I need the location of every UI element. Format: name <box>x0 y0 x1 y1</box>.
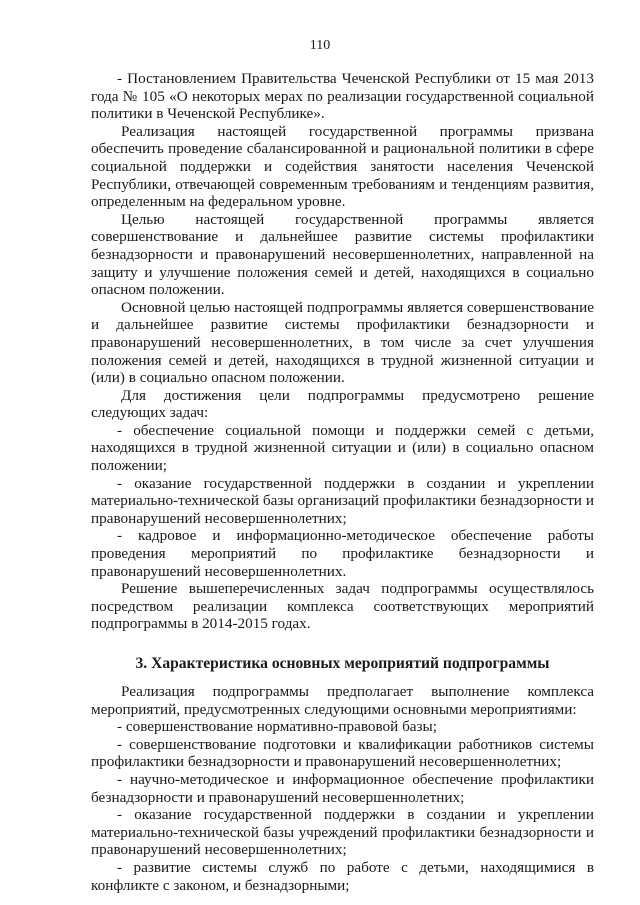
list-item: - совершенствование нормативно-правовой базы; <box>117 718 437 736</box>
paragraph: - Постановлением Правительства Чеченской Республики от 15 мая 2013 года № 105 «О некоторых мерах по реализации государственной социальной политики в Чеченской Республике». <box>91 70 594 123</box>
list-item: - совершенствование подготовки и квалификации работников системы профилактики безнадзорности и правонарушений несовершеннолетних; <box>91 735 594 771</box>
document-body <box>91 70 594 894</box>
list-item: - оказание государственной поддержки в создании и укреплении материально-технической базы учреждений профилактики безнадзорности и правонарушений несовершеннолетних; <box>91 806 594 859</box>
page-number: 110 <box>309 38 331 53</box>
paragraph: Решение вышеперечисленных задач подпрограммы осуществлялось посредством реализации комплекса соответствующих мероприятий подпрограммы в 2014-2015 годах. <box>91 580 594 633</box>
list-item: - кадровое и информационно-методическое обеспечение работы проведения мероприятий по профилактике безнадзорности и правонарушений несовершеннолетних. <box>91 527 594 580</box>
list-item: - научно-методическое и информационное обеспечение профилактики безнадзорности и правонарушений несовершеннолетних; <box>91 770 594 806</box>
list-item: - развитие системы служб по работе с детьми, находящимися в конфликте с законом, и безнадзорными; <box>91 858 594 894</box>
paragraph: Реализация подпрограммы предполагает выполнение комплекса мероприятий, предусмотренных следующими основными мероприятиями: <box>91 683 594 718</box>
paragraph: Основной целью настоящей подпрограммы является совершенствование и дальнейшее развитие системы профилактики безнадзорности и правонарушений несовершеннолетних, в том числе за счет улучшения положения семей и детей, находящихся в трудной жизненной ситуации и (или) в социально опасном положении. <box>91 298 594 387</box>
section-heading: 3. Характеристика основных мероприятий подпрограммы <box>135 655 550 672</box>
paragraph: Для достижения цели подпрограммы предусмотрено решение следующих задач: <box>91 386 594 422</box>
list-item: - обеспечение социальной помощи и поддержки семей с детьми, находящихся в трудной жизненной ситуации и (или) в социально опасном положении; <box>91 421 594 475</box>
paragraph: Целью настоящей государственной программы является совершенствование и дальнейшее развитие системы профилактики безнадзорности и правонарушений несовершеннолетних, направленной на защиту и улучшение положения семей и детей, находящихся в социально опасном положении. <box>91 210 594 299</box>
list-item: - оказание государственной поддержки в создании и укреплении материально-технической базы организаций профилактики безнадзорности и правонарушений несовершеннолетних; <box>91 474 594 527</box>
paragraph: Реализация настоящей государственной программы призвана обеспечить проведение сбалансированной и рациональной политики в сфере социальной поддержки и содействия занятости населения Чеченской Республики, отвечающей современным требованиям и тенденциям развития, определенным на федеральном уровне. <box>91 122 594 211</box>
